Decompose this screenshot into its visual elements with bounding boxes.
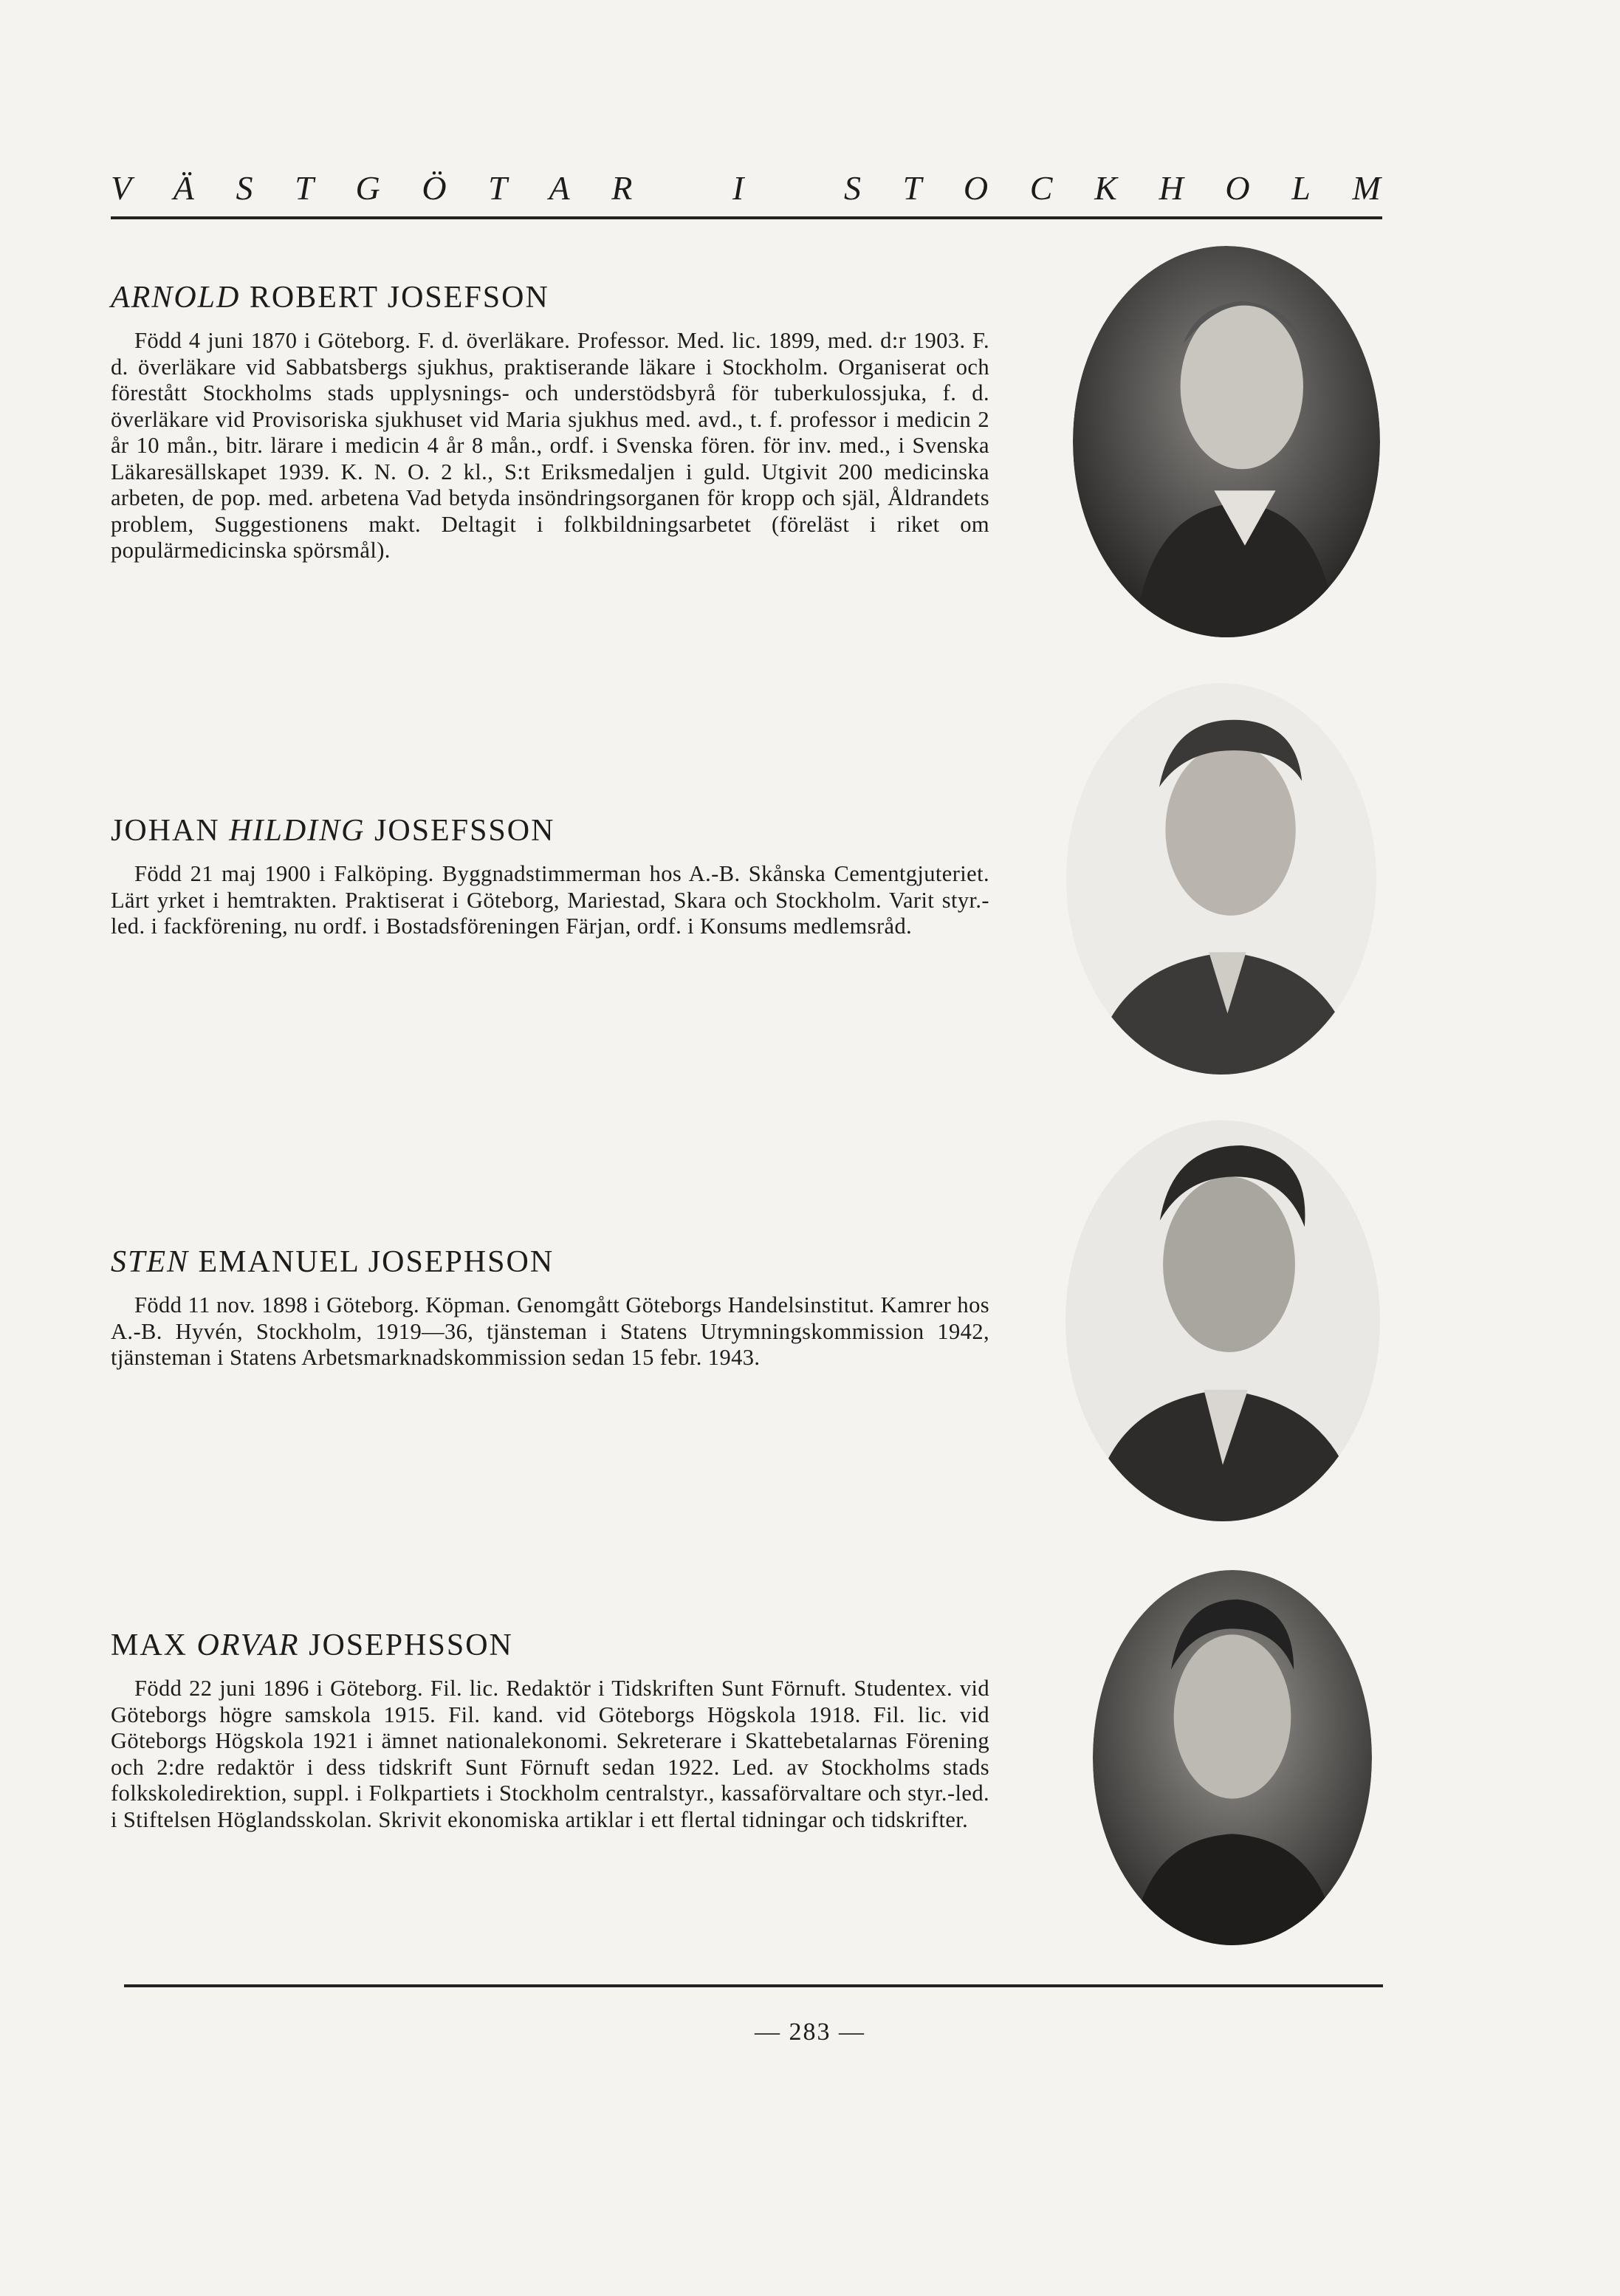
person-biography: Född 21 maj 1900 i Falköping. Byggnadstimmerman hos A.-B. Skånska Cementgjuteriet. Lärt yrket i hemtrakten. Praktiserat i Göteborg, Mariestad, Skara och Stockholm. Varit styr.-led. i fackförening, nu ordf. i Bostadsföreningen Färjan, ordf. i Konsums medlemsråd. — [111, 861, 989, 939]
running-head-letter: S — [843, 169, 861, 207]
portrait-image — [1073, 246, 1380, 637]
biography-entry — [111, 1245, 989, 1371]
name-italic: STEN — [111, 1245, 190, 1279]
running-head-letter: V — [111, 169, 132, 207]
portrait-image — [1093, 1570, 1372, 1945]
person-name — [111, 1628, 989, 1662]
running-head-letter: Ö — [422, 169, 447, 207]
running-head-letter: S — [236, 169, 253, 207]
running-head-letter: O — [963, 169, 989, 207]
name-pre: JOHAN — [111, 814, 230, 848]
running-head-letter: R — [611, 169, 633, 207]
running-head-letter: M — [1352, 169, 1381, 207]
running-head — [111, 168, 1381, 208]
name-rest: JOSEFSSON — [365, 814, 555, 848]
biography-entry — [111, 814, 989, 940]
name-pre: MAX — [111, 1628, 197, 1662]
running-head-letter: O — [1225, 169, 1250, 207]
name-rest: ROBERT JOSEFSON — [240, 281, 549, 315]
running-head-letter: T — [488, 169, 507, 207]
portrait-photo — [1065, 1120, 1380, 1521]
running-head-letter: C — [1029, 169, 1053, 207]
page-number: — 283 — — [755, 2018, 865, 2046]
name-italic: ARNOLD — [111, 281, 241, 315]
running-head-letter: T — [902, 169, 922, 207]
person-biography: Född 22 juni 1896 i Göteborg. Fil. lic. Redaktör i Tidskriften Sunt Förnuft. Studentex. vid Göteborgs högre samskola 1915. Fil. kand. vid Göteborgs Högskola 1918. Fil. lic. vid Göteborgs Högskola 1921 i ämnet nationalekonomi. Sekreterare i Skattebetalarnas Förening och 2:dre redaktör i dess tidskrift Sunt Förnuft sedan 1922. Led. av Stockholms stads folkskoledirektion, suppl. i Folkpartiets i Stockholm centralstyr., kassaförvaltare och styr.-led. i Stiftelsen Höglandsskolan. Skrivit ekonomiska artiklar i ett flertal tidningar och tidskrifter. — [111, 1676, 989, 1832]
running-head-letter: L — [1291, 169, 1311, 207]
portrait-photo — [1093, 1570, 1372, 1945]
name-rest: JOSEPHSSON — [299, 1628, 513, 1662]
portrait-photo — [1066, 683, 1376, 1075]
biography-entry — [111, 1628, 989, 1833]
name-italic: ORVAR — [196, 1628, 300, 1662]
person-biography: Född 4 juni 1870 i Göteborg. F. d. överläkare. Professor. Med. lic. 1899, med. d:r 1903. F. d. överläkare vid Sabbatsbergs sjukhus, praktiserande läkare i Stockholm. Organiserat och förestått Stockholms stads upplysnings- och understödsbyrå för tuberkulossjuka, f. d. överläkare vid Provisoriska sjukhuset vid Maria sjukhus med. avd., t. f. professor i medicin 2 år 10 mån., bitr. lärare i medicin 4 år 8 mån., ordf. i Svenska fören. för inv. med., i Svenska Läkaresällskapet 1939. K. N. O. 2 kl., S:t Eriksmedaljen i guld. Utgivit 200 medicinska arbeten, de pop. med. arbetena Vad betyda insöndringsorganen för kropp och själ, Åldrandets problem, Suggestionens makt. Deltagit i folkbildningsarbetet (föreläst i riket om populärmedicinska spörsmål). — [111, 328, 989, 563]
person-name — [111, 1245, 989, 1279]
name-rest: EMANUEL JOSEPHSON — [189, 1245, 555, 1279]
person-name — [111, 814, 989, 848]
running-head-letter: G — [355, 169, 380, 207]
portrait-image — [1066, 683, 1376, 1075]
portrait-image — [1065, 1120, 1380, 1521]
biography-entry — [111, 281, 989, 564]
running-head-letter: H — [1159, 169, 1184, 207]
running-head-letter: I — [732, 169, 744, 207]
footer-rule — [124, 1984, 1383, 1987]
running-head-letter: K — [1094, 169, 1117, 207]
header-rule — [111, 216, 1382, 219]
name-italic: HILDING — [229, 814, 365, 848]
running-head-letter: Ä — [173, 169, 194, 207]
person-name — [111, 281, 989, 315]
portrait-photo — [1073, 246, 1380, 637]
running-head-letter: A — [549, 169, 570, 207]
running-head-letter: T — [295, 169, 314, 207]
person-biography: Född 11 nov. 1898 i Göteborg. Köpman. Genomgått Göteborgs Handelsinstitut. Kamrer hos A.-B. Hyvén, Stockholm, 1919—36, tjänsteman i Statens Utrymningskommission 1942, tjänsteman i Statens Arbetsmarknadskommission sedan 15 febr. 1943. — [111, 1292, 989, 1371]
